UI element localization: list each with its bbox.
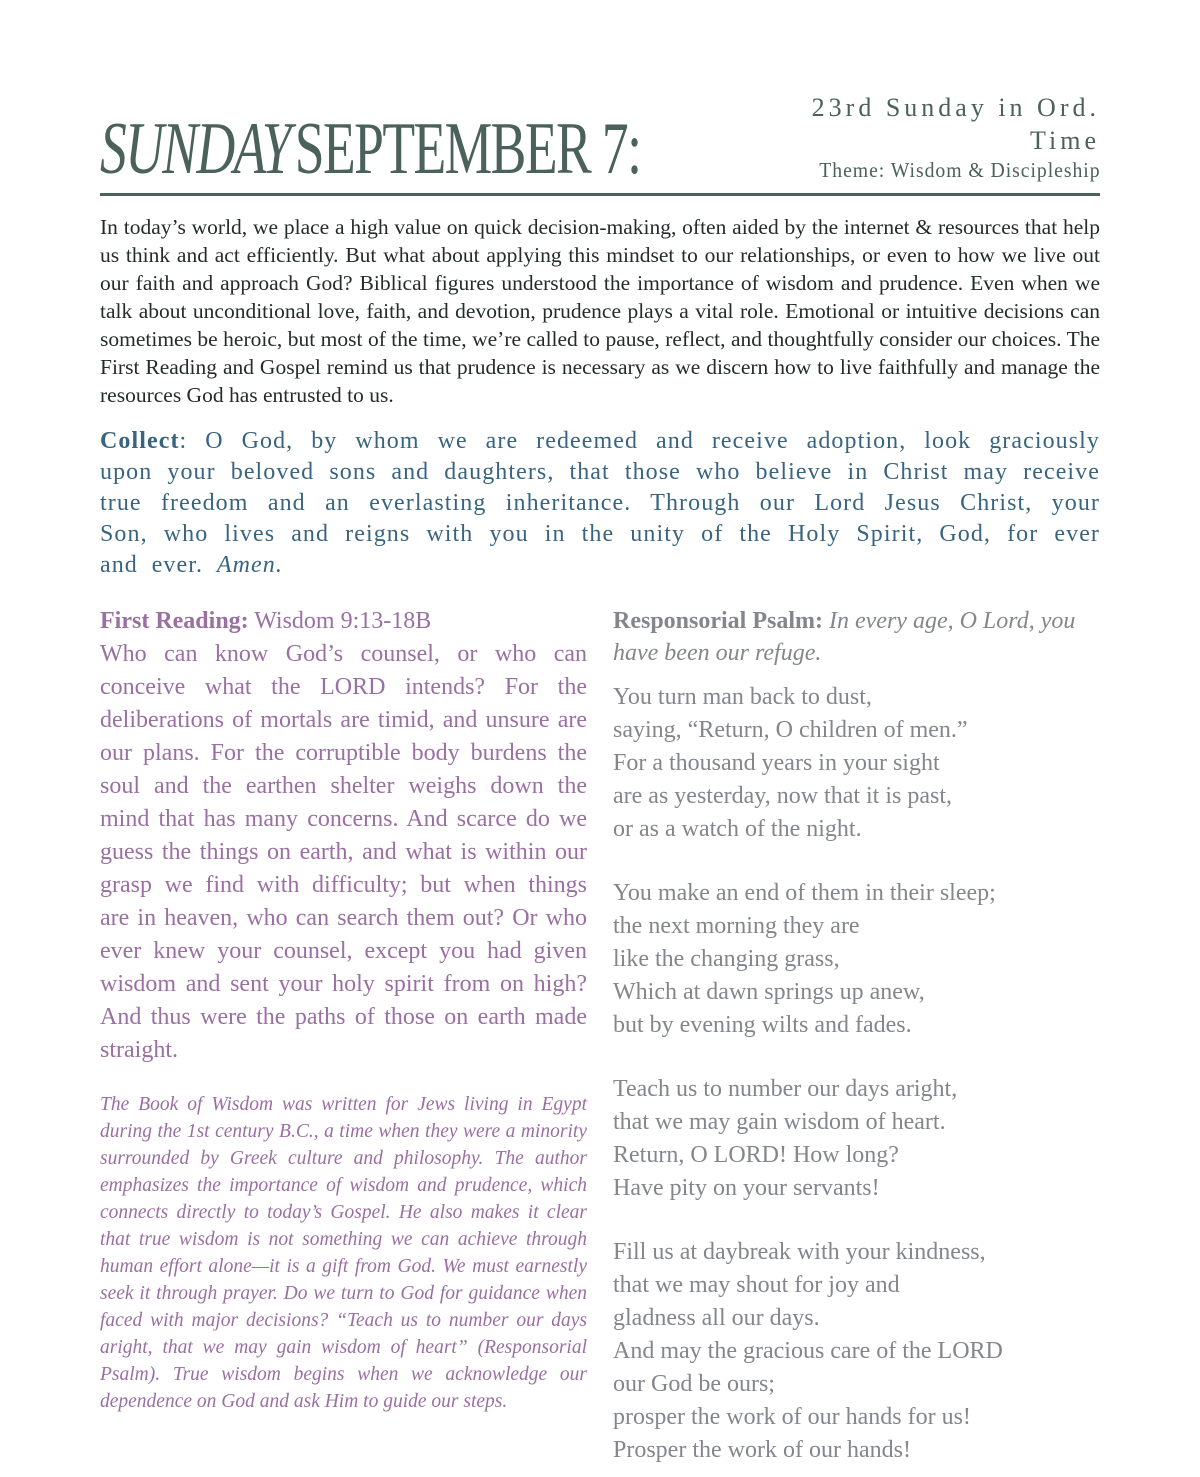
title-day: SUNDAY <box>100 108 290 190</box>
page-title-text <box>100 108 641 190</box>
collect-amen: Amen. <box>216 552 283 579</box>
first-reading-heading <box>100 605 587 638</box>
intro-paragraph: In today’s world, we place a high value on quick decision-making, often aided by the internet & resources that help us think and act efficiently. But what about applying this mindset to our relationships, or even to how we live out our faith and approach God? Biblical figures understood the importance of wisdom and prudence. Even when we talk about unconditional love, faith, and devotion, prudence plays a vital role. Emotional or intuitive decisions can sometimes be heroic, but most of the time, we’re called to pause, reflect, and thoughtfully consider our choices. The First Reading and Gospel remind us that prudence is necessary as we discern how to live faithfully and manage the resources God has entrusted to us. <box>100 215 1100 408</box>
first-reading-label: First Reading: <box>100 608 249 635</box>
first-reading-section <box>100 605 587 1467</box>
psalm-stanzas <box>613 681 1100 1467</box>
first-reading-reference: Wisdom 9:13-18B <box>248 608 432 635</box>
psalm-stanza: Teach us to number our days aright, that we may gain wisdom of heart. Return, O LORD! How long? Have pity on your servants! <box>613 1076 958 1202</box>
masthead <box>100 92 1100 190</box>
psalm-heading <box>613 605 1100 669</box>
collect-body: : O God, by whom we are redeemed and receive adoption, look graciously upon your beloved sons and daughters, that those who believe in Christ may receive true freedom and an everlasting inheritance. Through our Lord Jesus Christ, your Son, who lives and reigns with you in the unity of the Holy Spirit, God, for ever and ever. <box>100 428 1100 579</box>
psalm-refrain: In every age, O Lord, you have been our refuge. <box>613 608 1076 667</box>
collect-paragraph <box>100 426 1100 581</box>
first-reading-commentary: The Book of Wisdom was written for Jews living in Egypt during the 1st century B.C., a time when they were a minority surrounded by Greek culture and philosophy. The author emphasizes the importance of wisdom and prudence, which connects directly to today’s Gospel. He also makes it clear that true wisdom is not something we can achieve through human effort alone—it is a gift from God. We must earnestly seek it through prayer. Do we turn to God for guidance when faced with major decisions? “Teach us to number our days aright, that we may gain wisdom of heart” (Responsorial Psalm). True wisdom begins when we acknowledge our dependence on God and ask Him to guide our steps. <box>100 1094 587 1413</box>
first-reading-body: Who can know God’s counsel, or who can conceive what the LORD intends? For the deliberations of mortals are timid, and unsure are our plans. For the corruptible body burdens the soul and the earthen shelter weighs down the mind that has many concerns. And scarce do we guess the things on earth, and what is within our grasp we find with difficulty; but when things are in heaven, who can search them out? Or who ever knew your counsel, except you had given wisdom and sent your holy spirit from on high? And thus were the paths of those on earth made straight. <box>100 641 587 1064</box>
responsorial-psalm-section <box>613 605 1100 1467</box>
sunday-ordinal-label: 23rd Sunday in Ord. Time <box>811 93 1100 155</box>
title-date: SEPTEMBER 7: <box>294 108 641 190</box>
collect-label: Collect <box>100 428 180 455</box>
masthead-right <box>776 92 1101 186</box>
psalm-label: Responsorial Psalm: <box>613 608 823 635</box>
page-title <box>100 108 776 190</box>
psalm-stanza: You make an end of them in their sleep; the next morning they are like the changing grass, Which at dawn springs up anew, but by evening wilts and fades. <box>613 880 996 1039</box>
header-divider <box>100 193 1100 196</box>
psalm-stanza: You turn man back to dust, saying, “Return, O children of men.” For a thousand years in your sight are as yesterday, now that it is past, or as a watch of the night. <box>613 684 968 843</box>
theme-label: Theme: Wisdom & Discipleship <box>818 158 1100 182</box>
psalm-stanza: Fill us at daybreak with your kindness, that we may shout for joy and gladness all our days. And may the gracious care of the LORD our God be ours; prosper the work of our hands for us! Prosper the work of our hands! <box>613 1239 1003 1464</box>
two-column-readings <box>100 605 1100 1467</box>
